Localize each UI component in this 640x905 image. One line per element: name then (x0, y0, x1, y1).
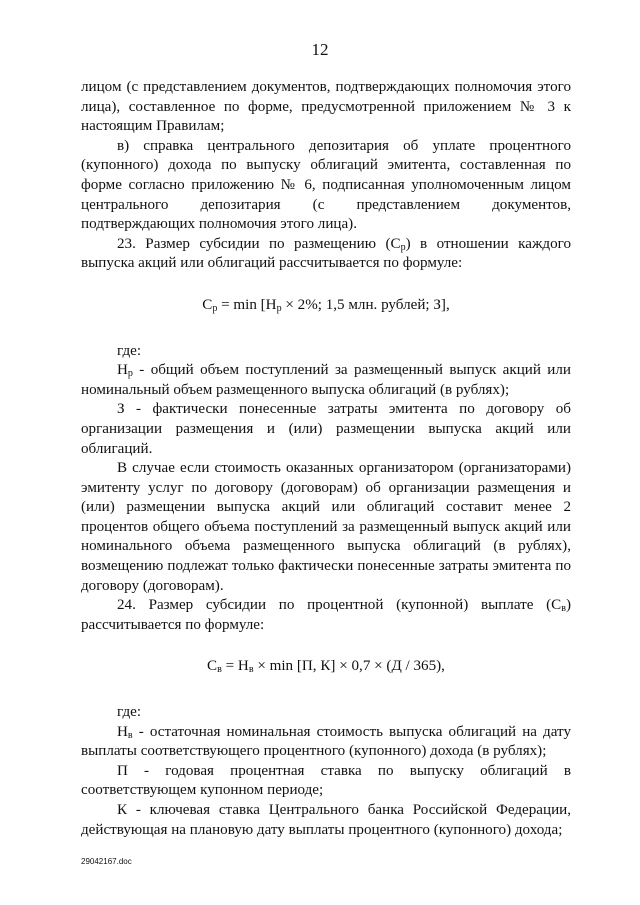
paragraph-continuation: лицом (с представлением документов, подтверждающих полномочия этого лица), составленное по форме, предусмотренной приложением № 3 к настоящим Правилам; (81, 79, 571, 135)
definition-p: П - годовая процентная ставка по выпуску облигаций в соответствующем купонном периоде; (81, 762, 571, 799)
page-number: 12 (311, 40, 329, 59)
paragraph-case: В случае если стоимость оказанных организатором (организаторами) эмитенту услуг по договору (договорам) об организации размещения и (или) размещении выпуска акций или облигаций составит менее 2 процентов общего объема поступлений за размещенный выпуск акций или номинального объема размещенного выпуска облигаций (в рублях), возмещению подлежат только фактически понесенные затраты эмитента по договору (договорам). (81, 460, 571, 594)
where-label: где: (117, 342, 142, 359)
paragraph-item-v: в) справка центрального депозитария об уплате процентного (купонного) дохода по выпуску облигаций эмитента, составленная по форме согласно приложению № 6, подписанная уполномоченным лицом центрального депозитария (с представлением документов, подтверждающих полномочия этого лица). (81, 137, 571, 233)
definition-k: К - ключевая ставка Центрального банка Российской Федерации, действующая на плановую дату выплаты процентного (купонного) дохода; (81, 802, 571, 838)
definition-hv: $Н_в$ - остаточная номинальная стоимость выпуска облигаций на дату выплаты соответствующего процентного (купонного) дохода (в рублях); (81, 723, 571, 760)
where-label: где: (117, 704, 142, 721)
definition-z: З - фактически понесенные затраты эмитента по договору об организации размещения и (или) размещении выпуска акций или облигаций. (81, 401, 571, 457)
paragraph-24: 24. Размер субсидии по процентной (купонной) выплате $(С_в)$ рассчитывается по формуле: (81, 597, 571, 633)
paragraph-23: 23. Размер субсидии по размещению $(С_р)$ в отношении каждого выпуска акций или облигаций рассчитывается по формуле: (81, 235, 571, 272)
document-code: 29042167.doc (81, 857, 132, 866)
document-body (81, 78, 571, 840)
formula-placement-subsidy: $С_р = \min [Н_р \times 2\%$; 1,5 млн. рублей; З], (202, 296, 450, 314)
formula-coupon-subsidy: $С_в = Н_в \times \min [П$, К] × 0,7 × (Д / 365), (207, 658, 445, 676)
definition-hp: $Н_р$ - общий объем поступлений за размещенный выпуск акций или номинальный объем размещенного выпуска облигаций (в рублях); (81, 362, 571, 398)
